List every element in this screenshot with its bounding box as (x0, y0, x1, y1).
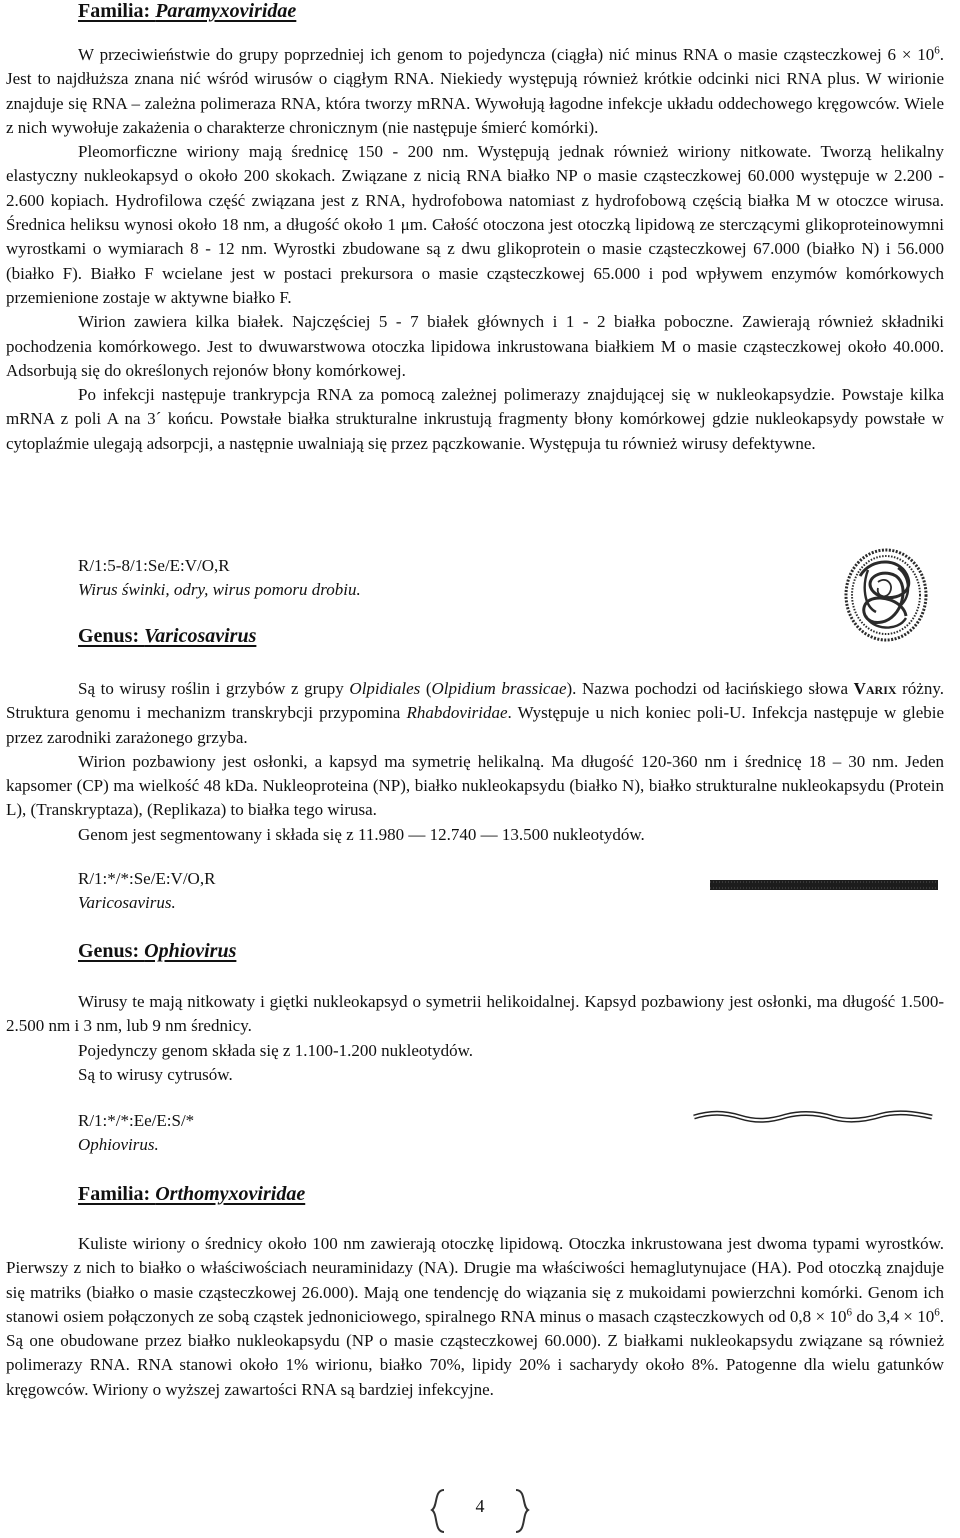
orthomyxo-body (6, 1232, 944, 1402)
section-heading-ophiovirus (78, 940, 236, 963)
paragraph: Wirusy te mają nitkowaty i giętki nukleokapsyd o symetrii helikoidalnej. Kapsyd pozbawiony jest osłonki, ma długość 1.500-2.500 nm i 3 nm, lub 9 nm średnicy. (6, 992, 944, 1036)
varicosavirus-body (6, 677, 944, 847)
section-heading-varicosavirus (78, 625, 256, 648)
classification-code: R/1:*/*:Se/E:V/O,R (78, 869, 216, 888)
section-heading-paramyxoviridae (78, 0, 296, 23)
heading-prefix: Genus: (78, 940, 145, 962)
italic-term: Olpidiales (349, 679, 421, 698)
paragraph (6, 1232, 944, 1402)
text-run: do 3,4 × 10 (851, 1306, 935, 1326)
page-number: 4 (475, 1496, 485, 1516)
paragraph: Wirion pozbawiony jest osłonki, a kapsyd ma symetrię helikalną. Ma długość 120-360 nm i średnicę 18 – 30 nm. Jeden kapsomer (CP) ma wielkość 48 kDa. Nukleoproteina (NP), białko nukleokapsydu (białko N), białko strukturalne nukleokapsydu (Protein L), (Transkryptaza), (Replikaza) to białka tego wirusa. (6, 751, 944, 820)
page-number-frame (430, 1488, 530, 1534)
rod-virion-figure (708, 874, 940, 896)
heading-name: Paramyxoviridae (155, 0, 297, 22)
wavy-filament-figure (690, 1108, 936, 1128)
text-run: m. Całość otoczona jest otoczką lipidową ze sterczącymi glikoproteinowymni wyrostkami o wymiarach 8 - 12 nm. Wyrostki zbudowane są z dwu glikoprotein o masie cząsteczkowej 67.000 (białko N) i 56.000 (białko F). Białko F wcielane jest w postaci prekursora o masie cząsteczkowej 65.000 i pod wpływem enzymów komórkowych przemienione zostaje w aktywne białko F. (6, 215, 944, 307)
text-run: Kuliste wiriony o średnicy około 100 nm zawierają otoczkę lipidową. Otoczka inkrustowana jest dwoma typami wyrostków. Pierwszy z nich to białko o właściwościach neuraminidazy (NA). Drugie ma właściwości hemaglutynujace (HA). Pod otoczką znajduje się matriks (białko o masie cząsteczkowej 26.000). Mają one tendencję do wiązania się z mukoidami powierzchni komórki. Genom ich stanowi osiem połączonych ze sobą cząstek jednoniciowego, spiralnego RNA minus o masach cząsteczkowych od 0,8 × 10 (6, 1234, 944, 1326)
varicosavirus-classification (78, 867, 215, 915)
example-viruses: Varicosavirus. (78, 893, 176, 912)
paragraph: Pojedynczy genom składa się z 1.100-1.200 nukleotydów. (78, 1040, 474, 1060)
superscript: 6 (934, 44, 940, 57)
text-run: ). Nazwa pochodzi od łacińskiego słowa (566, 679, 854, 698)
superscript: 6 (934, 1306, 940, 1319)
paragraph: Genom jest segmentowany i składa się z 11.980 — 12.740 — 13.500 nukleotydów. (78, 824, 645, 844)
section-heading-orthomyxoviridae (78, 1183, 305, 1206)
heading-name: Orthomyxoviridae (155, 1183, 306, 1205)
smallcaps-term: Varix (853, 679, 897, 698)
paramyxo-classification (78, 554, 361, 602)
italic-term: Olpidium brassicae (431, 679, 567, 698)
heading-name: Varicosavirus (144, 625, 257, 647)
knot-virion-figure (842, 546, 930, 644)
mu-symbol: μ (400, 215, 410, 235)
example-viruses: Ophiovirus. (78, 1135, 159, 1154)
text-run: . Jest to najdłuższa znana nić wśród wirusów o ciągłym RNA. Niekiedy występują również krótkie odcinki nici RNA plus. W wirionie znajduje się RNA – zależna polimeraza RNA, która tworzy mRNA. Wywołują łagodne infekcje układu oddechowego kręgowców. Wiele z nich wywołuje zakażenia o charakterze chronicznym (nie następuje śmierć komórki). (6, 45, 944, 137)
text-run: W przeciwieństwie do grupy poprzedniej ich genom to pojedyncza (ciągła) nić minus RNA o masie cząsteczkowej 6 × 10 (78, 45, 935, 64)
paragraph (6, 43, 944, 140)
text-run: . Są one obudowane przez białko nukleokapsydu (NP o masie cząsteczkowej 60.000). Z białkami nukleokapsydu związane są również polimerazy RNA. RNA stanowi około 1% wirionu, białko 70%, lipidy 20% i sacharydy około 8%. Patogenne dla wielu gatunków kręgowców. Wiriony o wyższej zawartości RNA są bardziej infekcyjne. (6, 1306, 945, 1399)
text-run: Pleomorficzne wiriony mają średnicę 150 - 200 nm. Występują jednak również wiriony nitkowate. Tworzą helikalny elastyczny nukleokapsyd o około 200 skokach. Związane z nicią RNA białko NP o masie cząsteczkowej 60.000 występuje w 2.200 - 2.600 kopiach. Hydrofilowa część związana jest z RNA, hydrofobowa natomiast z hydrofobową częścią białka M w otoczce wirusa. Średnica heliksu wynosi około 18 nm, a długość około 1 (6, 142, 944, 235)
text-run: . Występuje u nich koniec poli-U. Infekcja następuje w glebie przez zarodniki zarażonego grzyba. (6, 703, 945, 747)
ophiovirus-body (6, 990, 944, 1087)
text-run: różny. Struktura genomu i mechanizm transkrybcji przypomina (6, 679, 944, 723)
heading-name: Ophiovirus (144, 940, 237, 962)
paragraph: Są to wirusy cytrusów. (78, 1064, 233, 1084)
text-run: ( (420, 679, 432, 698)
heading-prefix: Familia: (78, 1183, 156, 1205)
paragraph: Wirion zawiera kilka białek. Najczęściej 5 - 7 białek głównych i 1 - 2 białka poboczne. Zawierają również składniki pochodzenia komórkowego. Jest to dwuwarstwowa otoczka lipidowa inkrustowana białkiem M o masie cząsteczkowej około 40.000. Adsorbują się do określonych rejonów błony komórkowej. (6, 312, 944, 380)
paragraph (6, 677, 944, 750)
classification-code: R/1:*/*:Ee/E:S/* (78, 1111, 195, 1130)
paragraph (6, 140, 944, 310)
heading-prefix: Genus: (78, 625, 145, 647)
paragraph: Po infekcji następuje trankrypcja RNA za pomocą zależnej polimerazy znajdującej się w nukleokapsydzie. Powstaje kilka mRNA z poli A na 3´ końcu. Powstałe białka strukturalne inkrustują fragmenty błony komórkowej gdzie nukleokapsydy powstałe w cytoplaźmie ulegają adsorpcji, a następnie uwalniają się przez pączkowanie. Występuja tu również wirusy defektywne. (6, 385, 944, 453)
paramyxo-body (6, 43, 944, 456)
superscript: 6 (846, 1306, 852, 1319)
example-viruses: Wirus świnki, odry, wirus pomoru drobiu. (78, 580, 361, 599)
heading-prefix: Familia: (78, 0, 156, 22)
ophiovirus-classification (78, 1109, 194, 1157)
text-run: Są to wirusy roślin i grzybów z grupy (78, 679, 350, 698)
classification-code: R/1:5-8/1:Se/E:V/O,R (78, 556, 230, 575)
italic-term: Rhabdoviridae (406, 703, 508, 723)
